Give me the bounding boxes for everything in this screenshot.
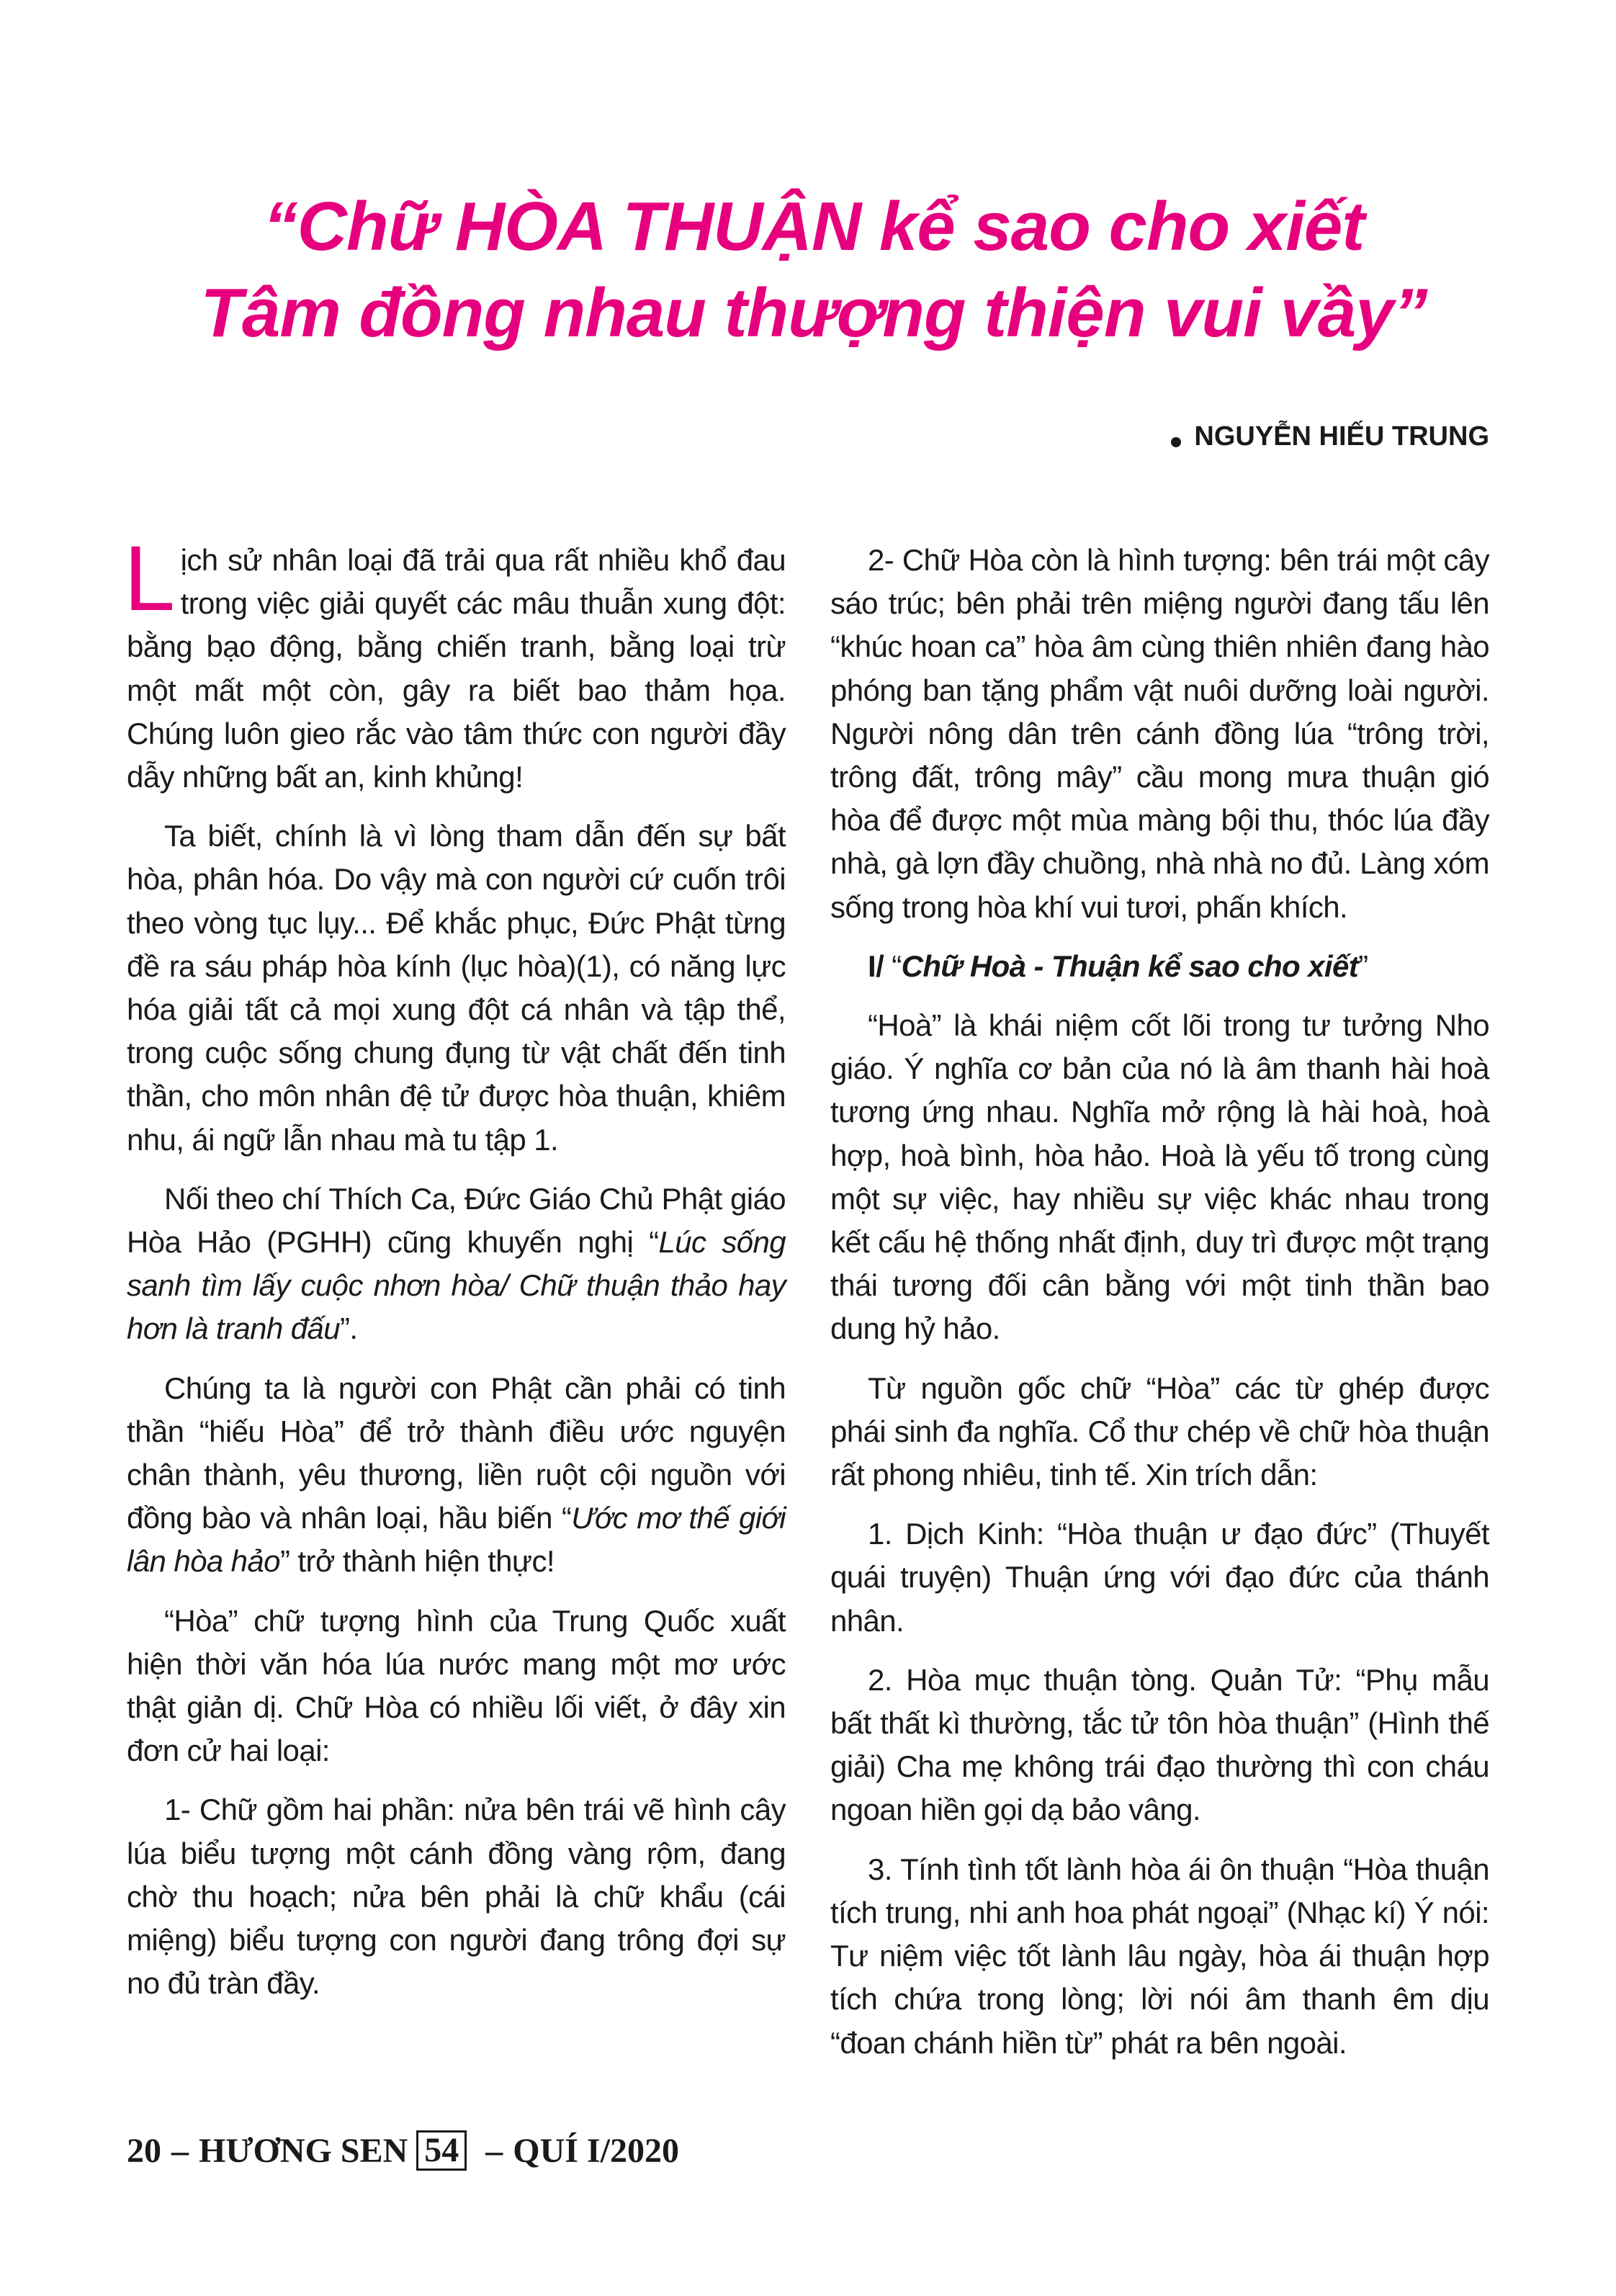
title-line-1: “Chữ HÒA THUẬN kể sao cho xiết	[263, 188, 1365, 265]
issue-period: QUÍ I/2020	[513, 2131, 679, 2170]
paragraph: Từ nguồn gốc chữ “Hòa” các từ ghép được phái sinh đa nghĩa. Cổ thư chép về chữ hòa thuận rất phong nhiêu, tinh tế. Xin trích dẫn:	[830, 1371, 1489, 1492]
paragraph-text: ”.	[340, 1311, 358, 1346]
paragraph: “Hoà” là khái niệm cốt lõi trong tư tưởng Nho giáo. Ý nghĩa cơ bản của nó là âm thanh hài hoà tương ứng nhau. Nghĩa mở rộng là hài hoà, hoà hợp, hoà bình, hòa hảo. Hoà là yếu tố trong cùng một sự việc, hay nhiều sự việc khác nhau trong kết cấu hệ thống nhất định, duy trì được một trạng thái tương đối cân bằng với một tinh thần bao dung hỷ hảo.	[830, 1008, 1489, 1346]
paragraph: 3. Tính tình tốt lành hòa ái ôn thuận “Hòa thuận tích trung, nhi anh hoa phát ngoại” (Nhạc kí) Ý nói: Tư niệm việc tốt lành lâu ngày, hòa ái thuận hợp tích chứa trong lòng; lời nói âm thanh êm dịu “đoan chánh hiền từ” phát ra bên ngoài.	[830, 1852, 1489, 2060]
paragraph: 2- Chữ Hòa còn là hình tượng: bên trái một cây sáo trúc; bên phải trên miệng người đang tấu lên “khúc hoan ca” hòa âm cùng thiên nhiên đang hào phóng ban tặng phẩm vật nuôi dưỡng loài người. Người nông dân trên cánh đồng lúa “trông trời, trông đất, trông mây” cầu mong mưa thuận gió hòa để được một mùa màng bội thu, thóc lúa đầy nhà, gà lợn đầy chuồng, nhà nhà no đủ. Làng xóm sống trong hòa khí vui tươi, phấn khích.	[830, 543, 1489, 924]
section-number: I/	[868, 949, 884, 983]
section-heading	[830, 945, 1489, 988]
quote: Ước mơ thế giới lân hòa hảo	[127, 1501, 786, 1579]
section-heading-text: Chữ Hoà - Thuận kể sao cho xiết	[901, 949, 1359, 983]
footer-dash: –	[485, 2131, 503, 2170]
paragraph: 2. Hòa mục thuận tòng. Quản Tử: “Phụ mẫu bất thất kì thường, tắc tử tôn hòa thuận” (Hình thế giải) Cha mẹ không trái đạo thường thì con cháu ngoan hiền gọi dạ bảo vâng.	[830, 1662, 1489, 1827]
page-footer	[127, 2130, 679, 2171]
page-number: 20	[127, 2131, 161, 2170]
author-name: NGUYỄN HIẾU TRUNG	[1194, 421, 1489, 452]
paragraph-text: Chúng ta là người con Phật cần phải có tinh thần “hiếu Hòa” để trở thành điều ước nguyện chân thành, yêu thương, liền ruột cội nguồn với đồng bào và nhân loại, hầu biến “	[127, 1371, 786, 1535]
quote: Lúc sống sanh tìm lấy cuộc nhơn hòa/ Chữ thuận thảo hay hơn là tranh đấu	[127, 1225, 786, 1346]
footer-dash: –	[171, 2131, 189, 2170]
drop-cap: L	[124, 527, 175, 630]
byline	[1171, 421, 1489, 452]
paragraph	[124, 527, 786, 799]
paragraph	[127, 1178, 786, 1351]
left-column	[124, 527, 786, 2022]
paragraph	[127, 1367, 786, 1584]
title-line-2: Tâm đồng nhau thượng thiện vui vầy”	[200, 274, 1427, 351]
bullet-icon	[1171, 437, 1181, 447]
article-title	[94, 184, 1534, 356]
paragraph-text: ” trở thành hiện thực!	[279, 1544, 555, 1579]
quote-mark: “	[884, 949, 902, 983]
right-column	[830, 539, 1489, 2081]
paragraph-text: Nối theo chí Thích Ca, Đức Giáo Chủ Phật giáo Hòa Hảo (PGHH) cũng khuyến nghị “	[127, 1181, 786, 1260]
quote-mark: ”	[1358, 949, 1368, 983]
issue-number: 54	[416, 2130, 467, 2171]
paragraph: Ta biết, chính là vì lòng tham dẫn đến sự bất hòa, phân hóa. Do vậy mà con người cứ cuốn trôi theo vòng tục lụy... Để khắc phục, Đức Phật từng đề ra sáu pháp hòa kính (lục hòa)(1), có năng lực hóa giải tất cả mọi xung đột cá nhân và tập thể, trong cuộc sống chung đụng từ vật chất đến tinh thần, cho môn nhân đệ tử được hòa thuận, khiêm nhu, ái ngữ lẫn nhau mà tu tập 1.	[127, 819, 786, 1157]
magazine-name: HƯƠNG SEN	[199, 2131, 408, 2170]
paragraph: “Hòa” chữ tượng hình của Trung Quốc xuất hiện thời văn hóa lúa nước mang một mơ ước thật giản dị. Chữ Hòa có nhiều lối viết, ở đây xin đơn cử hai loại:	[127, 1603, 786, 1768]
paragraph: 1- Chữ gồm hai phần: nửa bên trái vẽ hình cây lúa biểu tượng một cánh đồng vàng rộm, đang chờ thu hoạch; nửa bên phải là chữ khẩu (cái miệng) biểu tượng con người đang trông đợi sự no đủ tràn đầy.	[127, 1793, 786, 2001]
paragraph-text: ịch sử nhân loại đã trải qua rất nhiều khổ đau trong việc giải quyết các mâu thuẫn xung đột: bằng bạo động, bằng chiến tranh, bằng loại trừ một mất một còn, gây ra biết bao thảm họa. Chúng luôn gieo rắc vào tâm thức con người đầy dẫy những bất an, kinh khủng!	[127, 543, 786, 794]
paragraph: 1. Dịch Kinh: “Hòa thuận ư đạo đức” (Thuyết quái truyện) Thuận ứng với đạo đức của thánh nhân.	[830, 1517, 1489, 1638]
